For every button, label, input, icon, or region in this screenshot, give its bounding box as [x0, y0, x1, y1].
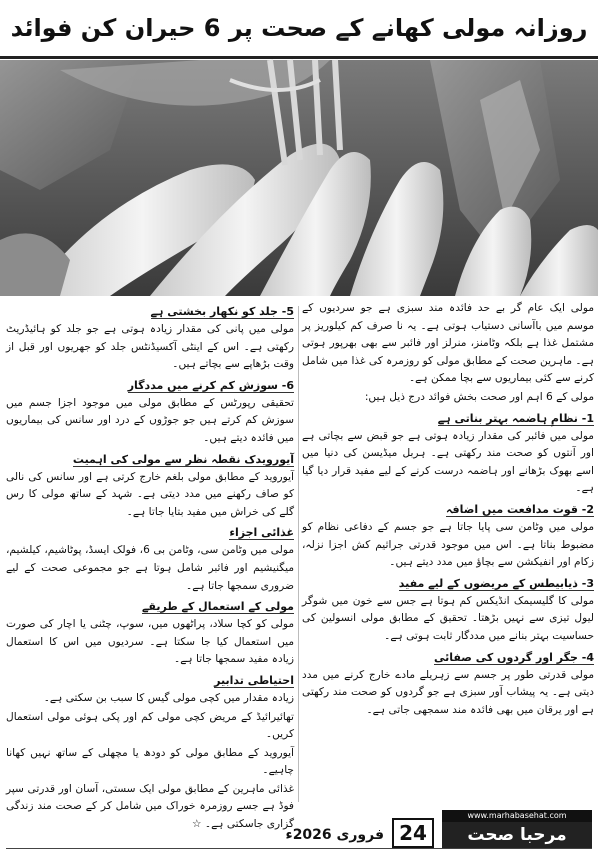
paragraph: مولی قدرتی طور پر جسم سے زہریلے مادے خارج کرنے میں مدد دیتی ہے۔ یہ پیشاب آور سبزی ہے جو گردوں کو صحت مند رکھتی ہے اور یرقان میں بھی فائدہ مند سمجھی جاتی ہے۔: [302, 668, 594, 716]
section-heading: [6, 598, 294, 615]
paragraph: مولی میں فائبر کی مقدار زیادہ ہوتی ہے جو قبض سے بچاتی ہے اور آنتوں کو صحت مند رکھتی ہے۔ ہربل میڈیسن کی دنیا میں اسے بھوک بڑھانے اور ہاضمہ درست کرنے کے لیے مفید قرار دیا گیا ہے۔: [302, 429, 594, 495]
paragraph: زیادہ مقدار میں کچی مولی گیس کا سبب بن سکتی ہے۔: [43, 691, 294, 704]
paragraph: آیوروید کے مطابق مولی بلغم خارج کرتی ہے اور سانس کی نالی کو صاف رکھنے میں مدد دیتی ہے۔ شہد کے ساتھ مولی کا رس گلے کی خراش میں مفید بتایا جاتا ہے۔: [6, 470, 294, 518]
page-number: 24: [392, 818, 434, 848]
section-heading-text: احتیاطی تدابیر: [214, 673, 294, 687]
section-heading: [6, 672, 294, 689]
section-heading: [6, 377, 294, 394]
section-heading-text: مولی کے استعمال کے طریقے: [141, 600, 294, 614]
paragraph: مولی میں وٹامن سی، وٹامن بی 6، فولک ایسڈ، پوٹاشیم، کیلشیم، میگنیشیم اور فائبر شامل ہوتا ہے جو مجموعی صحت کے لیے ضروری سمجھا جاتا ہے۔: [6, 544, 295, 592]
section-heading: [6, 451, 294, 468]
radish-illustration: [0, 60, 598, 296]
paragraph: مولی ایک عام گر بے حد فائدہ مند سبزی ہے جو سردیوں کے موسم میں باآسانی دستیاب ہوتی ہے۔ یہ نا صرف کم کیلوریز پر مشتمل غذا ہے بلکہ وٹامنز، منرلز اور فائبر سے بھی بھرپور ہوتی ہے۔ ماہرین صحت کے مطابق مولی کو روزمرہ کی غذا میں شامل کرنے سے کئی بیماریوں سے بچا ممکن ہے۔: [302, 302, 594, 385]
issue-date: فروری 2026ء: [285, 827, 384, 843]
paragraph: مولی کو کچا سلاد، پراٹھوں میں، سوپ، چٹنی یا اچار کی صورت میں استعمال کیا جا سکتا ہے۔ سردیوں میں اس کا استعمال زیادہ مفید سمجھا جاتا ہے۔: [6, 618, 294, 666]
section-heading-text: 3- ذیابیطس کے مریضوں کے لیے مفید: [398, 576, 594, 590]
paragraph: تحقیقی رپورٹس کے مطابق مولی میں موجود اجزا جسم میں سوزش کم کرتے ہیں جو جوڑوں کے درد اور سانس کی بیماریوں میں فائدہ دیتے ہیں۔: [6, 396, 294, 444]
website-url[interactable]: www.marhabasehat.com: [442, 810, 592, 822]
paragraph: مولی کے 6 اہم اور صحت بخش فوائد درج ذیل ہیں:: [364, 390, 594, 403]
section-heading: [302, 501, 594, 518]
section-heading-text: غذائی اجزاء: [229, 526, 294, 540]
paragraph: آیوروید کے مطابق مولی کو دودھ یا مچھلی کے ساتھ نہیں کھانا چاہیے۔: [6, 746, 294, 777]
section-heading-text: 2- قوت مدافعت میں اضافہ: [445, 502, 594, 516]
section-heading-text: 1- نظامِ ہاضمہ بہتر بناتی ہے: [437, 411, 594, 425]
title-divider: [0, 56, 598, 59]
section-heading: [302, 410, 594, 427]
section-heading-text: 6- سوزش کم کرنے میں مددگار: [127, 378, 294, 392]
section-heading: [6, 303, 294, 320]
paragraph: غذائی ماہرین کے مطابق مولی ایک سستی، آسان اور قدرتی سپر فوڈ ہے جسے روزمرہ خوراک میں شامل کر کے صحت مند زندگی گزاری جاسکتی ہے۔ ☆: [6, 782, 294, 831]
radish-photo: [0, 60, 598, 296]
page-footer: [0, 810, 598, 849]
paragraph: مولی کا گلیسیمک انڈیکس کم ہوتا ہے جس سے خون میں شوگر لیول تیزی سے نہیں بڑھتا۔ تحقیق کے مطابق مولی انسولین کی حساسیت بہتر بنانے میں مددگار ثابت ہوتی ہے۔: [302, 594, 594, 642]
section-heading: [6, 524, 294, 541]
right-column: [302, 300, 594, 808]
section-heading: [302, 575, 594, 592]
section-heading: [302, 649, 594, 666]
article-title: روزانہ مولی کھانے کے صحت پر 6 حیران کن فوائد: [10, 14, 588, 42]
paragraph: مولی میں پانی کی مقدار زیادہ ہوتی ہے جو جلد کو ہائیڈریٹ رکھتی ہے۔ اس کے اینٹی آکسیڈنٹس جلد کو جھریوں اور قبل از وقت بڑھاپے سے بچاتے ہیں۔: [6, 323, 294, 371]
section-heading-text: 5- جلد کو نکھار بخشتی ہے: [150, 305, 294, 318]
left-column: [6, 300, 295, 831]
section-heading-text: آیورویدک نقطہ نظر سے مولی کی اہمیت: [72, 452, 294, 466]
section-heading-text: 4- جگر اور گردوں کی صفائی: [433, 650, 594, 664]
column-divider: [298, 306, 299, 802]
magazine-logo: مرحبا صحت: [442, 822, 592, 848]
paragraph: مولی میں وٹامن سی پایا جاتا ہے جو جسم کے دفاعی نظام کو مضبوط بناتا ہے۔ اس میں موجود قدرتی جراثیم کش اجزا نزلہ، زکام اور انفیکشن سے بچاؤ میں مدد دیتے ہیں۔: [302, 520, 594, 569]
paragraph: تھائیرائیڈ کے مریض کچی مولی کم اور پکی ہوئی مولی استعمال کریں۔: [6, 710, 294, 741]
